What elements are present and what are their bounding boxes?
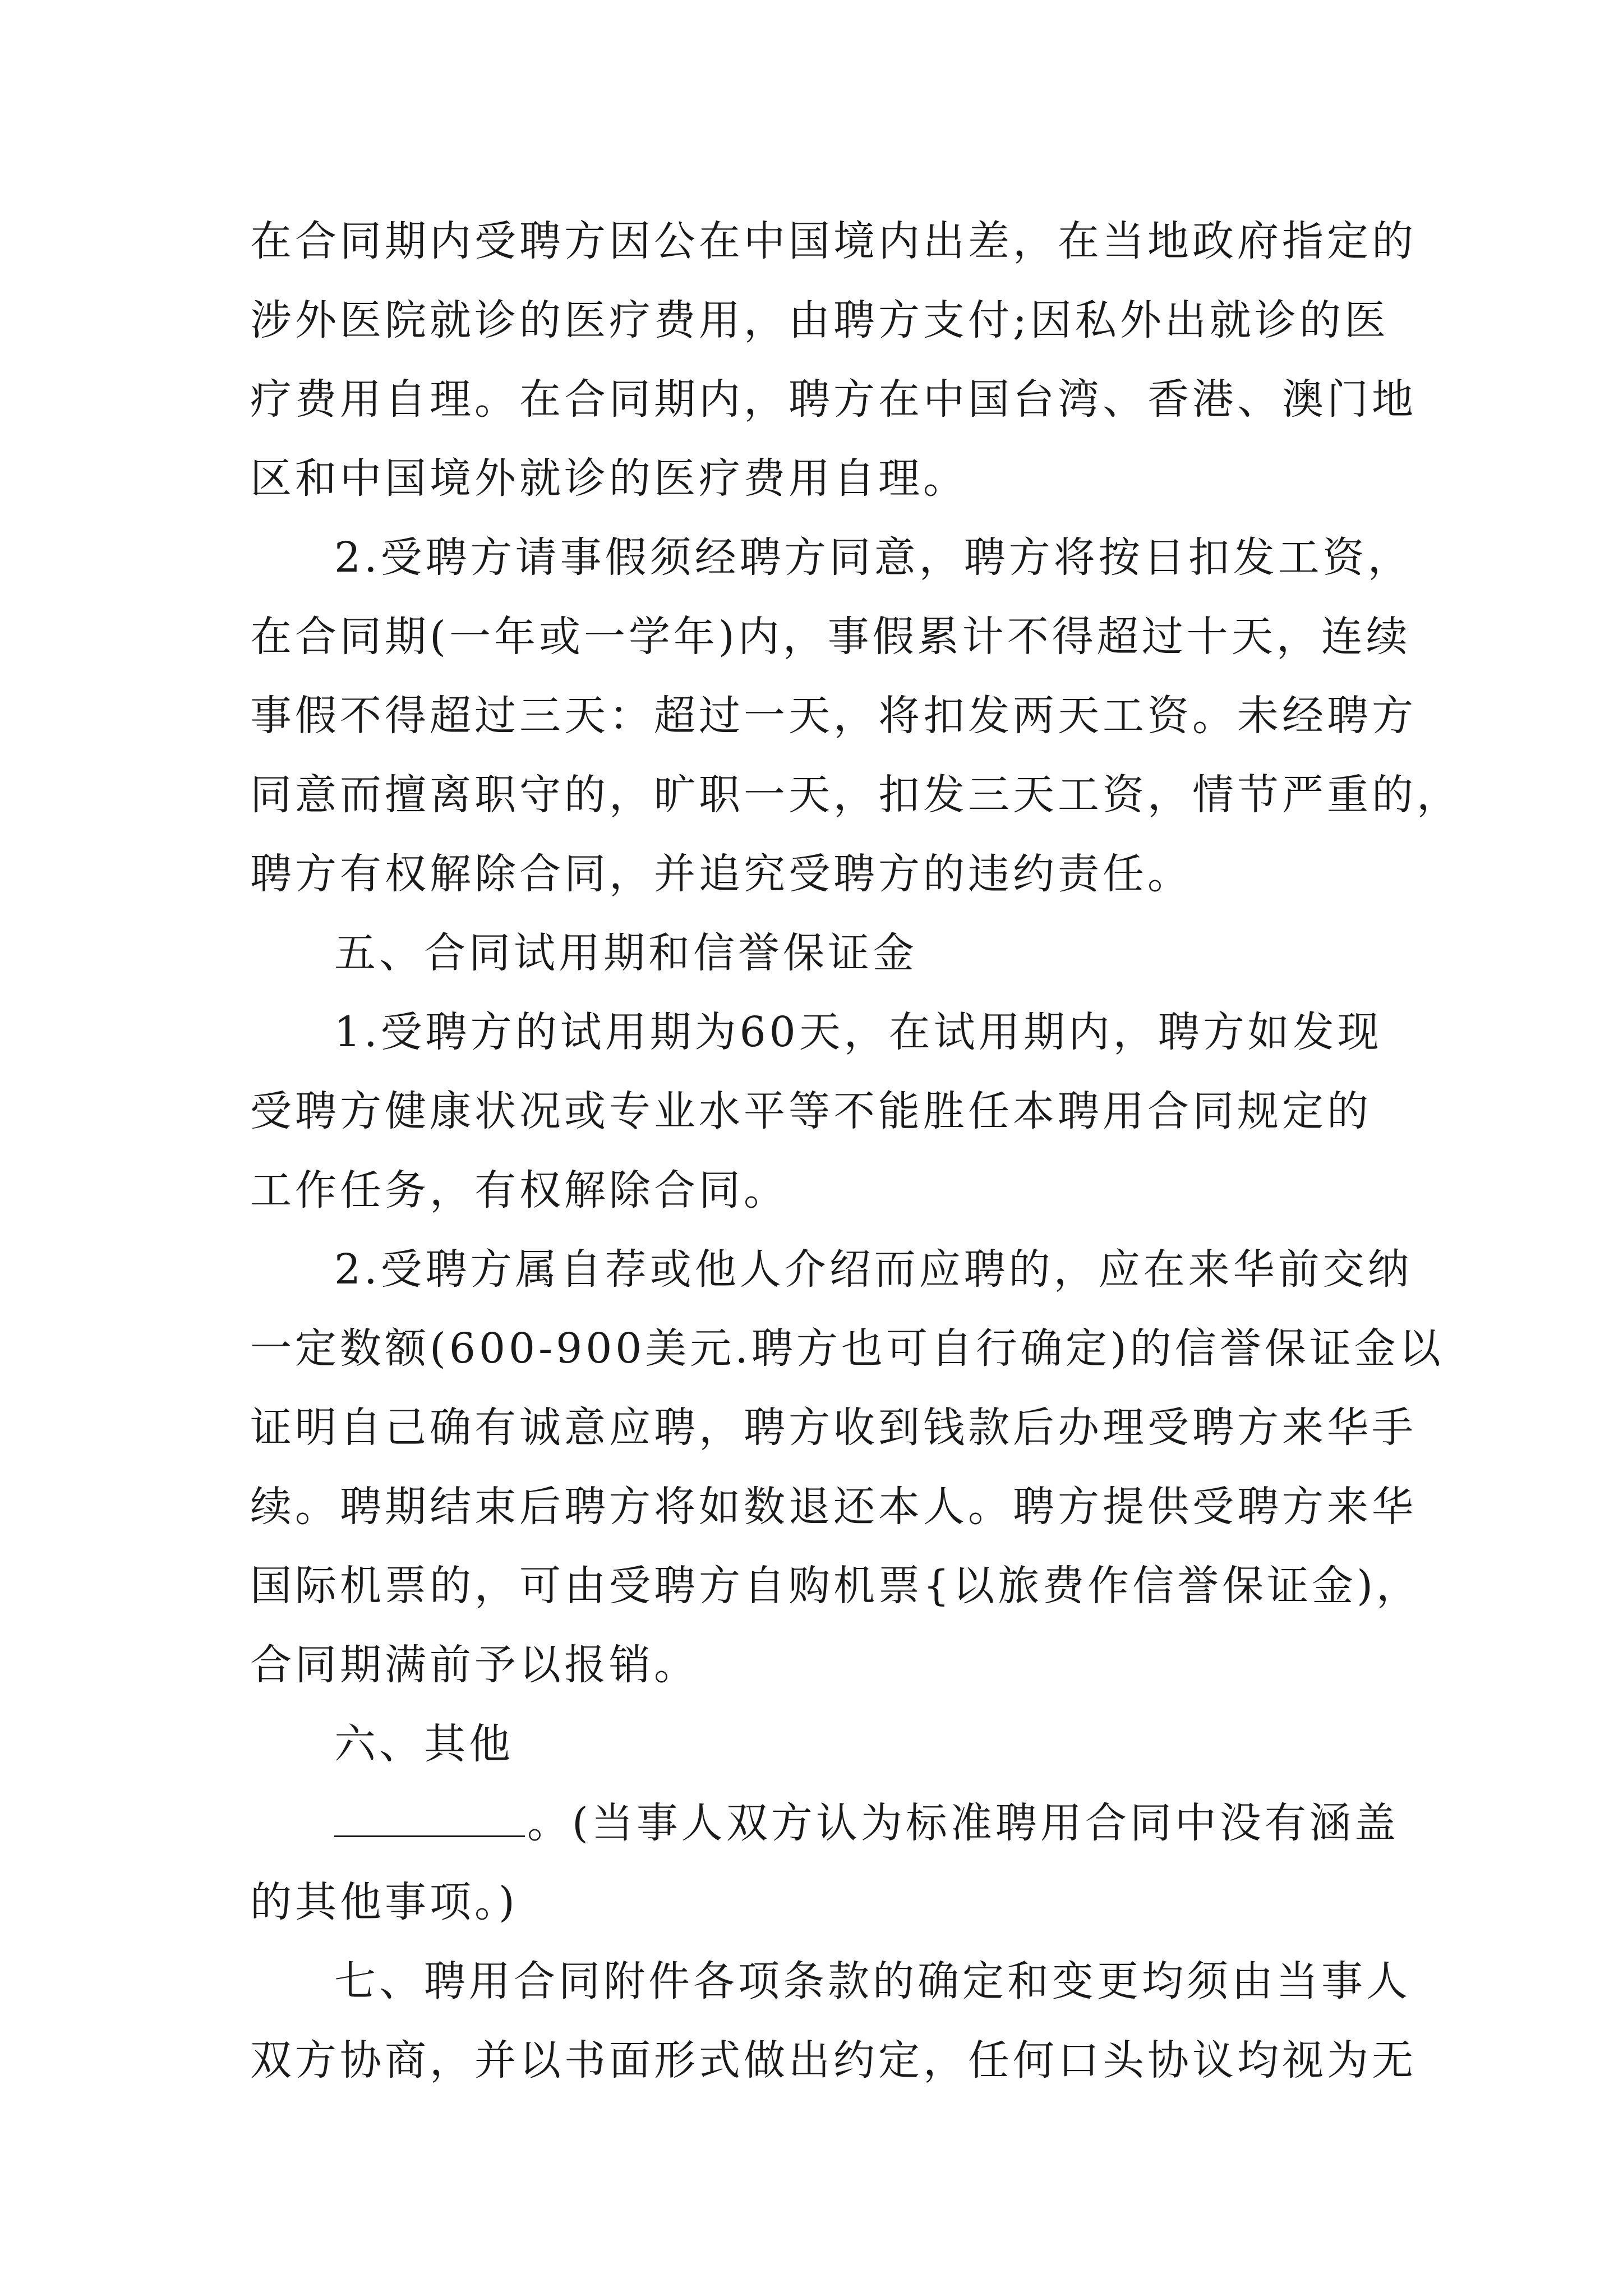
text-line: 受聘方健康状况或专业水平等不能胜任本聘用合同规定的 <box>250 1087 1372 1135</box>
text-line: 的其他事项。) <box>250 1878 518 1926</box>
text-line: 疗费用自理。在合同期内，聘方在中国台湾、香港、澳门地 <box>250 375 1417 424</box>
paragraph-start-line: 1.受聘方的试用期为60天，在试用期内，聘方如发现 <box>334 1008 1382 1056</box>
text-line: 工作任务，有权解除合同。 <box>250 1166 789 1214</box>
text-line: 续。聘期结束后聘方将如数退还本人。聘方提供受聘方来华 <box>250 1483 1417 1531</box>
text-line: 在合同期(一年或一学年)内，事假累计不得超过十天，连续 <box>250 613 1411 661</box>
document-body <box>250 202 1461 2100</box>
paragraph-start-line: 2.受聘方请事假须经聘方同意，聘方将按日扣发工资， <box>334 533 1413 582</box>
section-heading-5: 五、合同试用期和信誉保证金 <box>334 929 917 977</box>
text-line: 合同期满前予以报销。 <box>250 1641 699 1689</box>
text-line: 同意而擅离职守的，旷职一天，扣发三天工资，情节严重的， <box>250 771 1461 819</box>
section-heading-6: 六、其他 <box>334 1720 514 1768</box>
text-line: 事假不得超过三天：超过一天，将扣发两天工资。未经聘方 <box>250 692 1417 740</box>
text-line: 双方协商，并以书面形式做出约定，任何口头协议均视为无 <box>250 2036 1417 2085</box>
text-line: 国际机票的，可由受聘方自购机票{以旅费作信誉保证金)， <box>250 1562 1421 1610</box>
text-line: 区和中国境外就诊的医疗费用自理。 <box>250 454 968 503</box>
text-line: 聘方有权解除合同，并追究受聘方的违约责任。 <box>250 850 1192 898</box>
text-line: 一定数额(600-900美元.聘方也可自行确定)的信誉保证金以 <box>250 1324 1444 1373</box>
text-line: 涉外医院就诊的医疗费用，由聘方支付;因私外出就诊的医 <box>250 296 1389 344</box>
fill-in-line <box>250 1784 1399 1863</box>
text-line: 证明自己确有诚意应聘，聘方收到钱款后办理受聘方来华手 <box>250 1404 1417 1452</box>
section-heading-7: 七、聘用合同附件各项条款的确定和变更均须由当事人 <box>334 1957 1411 2005</box>
text-line: 在合同期内受聘方因公在中国境内出差，在当地政府指定的 <box>250 217 1417 265</box>
fill-in-note: 。(当事人双方认为标准聘用合同中没有涵盖 <box>527 1799 1399 1847</box>
paragraph-start-line: 2.受聘方属自荐或他人介绍而应聘的，应在来华前交纳 <box>334 1245 1413 1294</box>
fill-in-blank[interactable] <box>334 1796 525 1837</box>
